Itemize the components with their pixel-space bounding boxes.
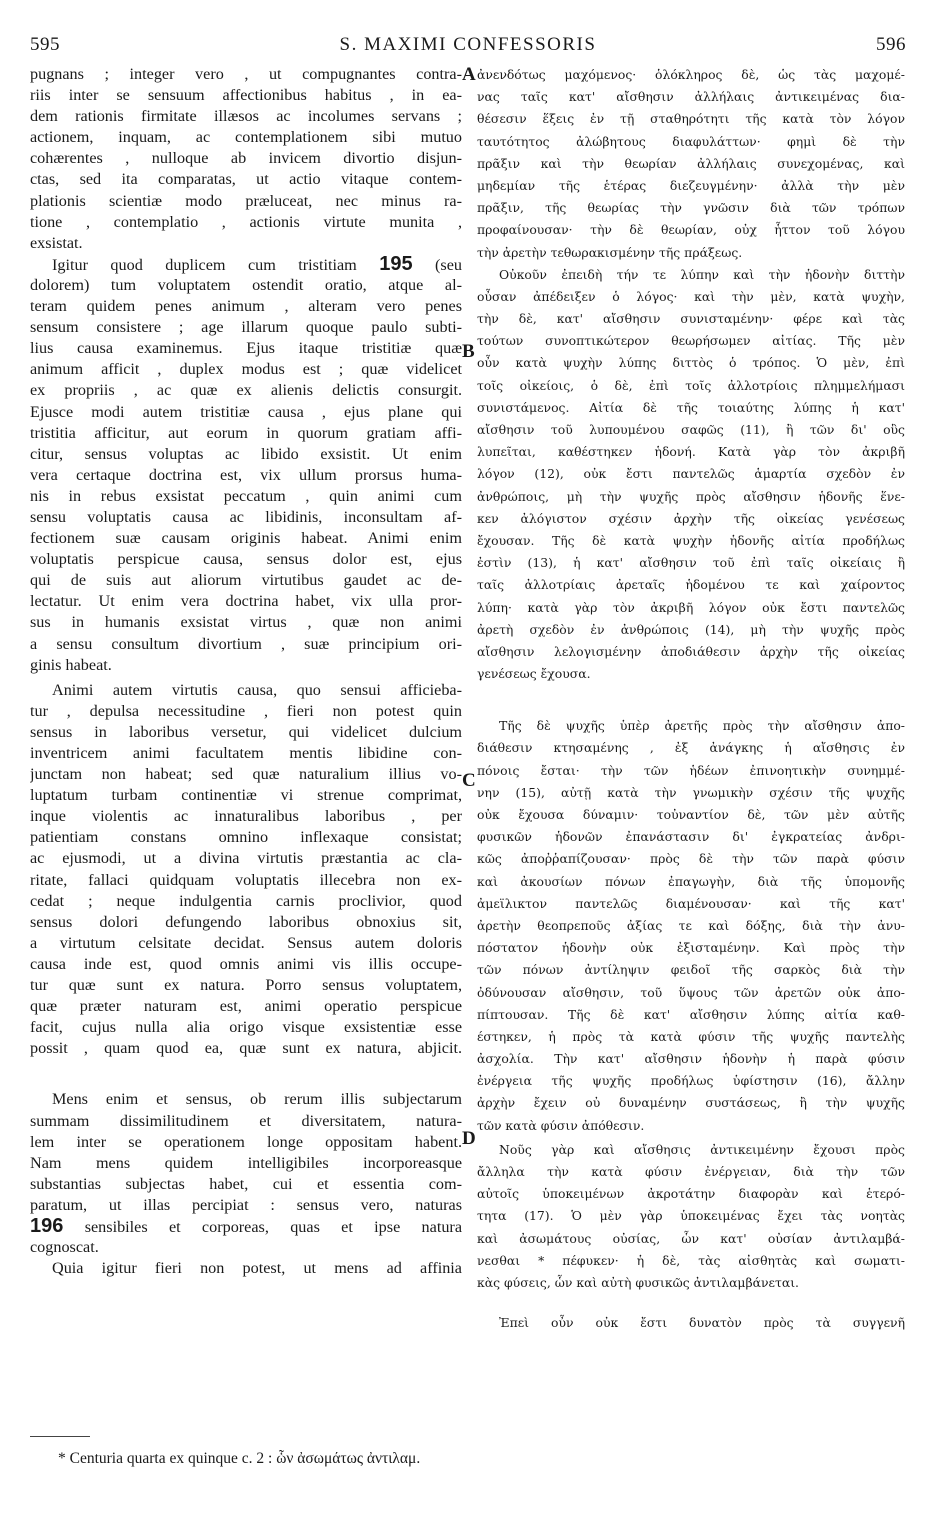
text-line: ctas, sed ita comparatas, ut actio vitaque contem- — [30, 170, 462, 189]
text-line: animum afficit , duplex modus est ; quæ videlicet — [30, 360, 462, 379]
text-line: sensus in laboribus versetur, qui videlicet dulcium — [30, 722, 462, 741]
column-number-196: 196 — [30, 1215, 64, 1237]
text-line: οὐκ ἔχουσα δύναμιν· τοὐναντίον δὲ, τῶν μὲν αὐτῆς — [477, 807, 905, 822]
text-line: citur, sensus voluptas ac libido exsistit. Ut enim — [30, 444, 462, 463]
text-line: τὴν δὲ, κατ' αἴσθησιν συνισταμένην· φέρε καὶ τὰς — [477, 311, 905, 327]
text-line: sensu voluptatis causa ac libidinis, inconsultam af- — [30, 507, 462, 526]
latin-paragraph-2 — [30, 254, 462, 676]
text-line: sus in humanis exsistat virtus , quæ non animi — [30, 613, 462, 632]
text-line: λόγον (12), οὐκ ἔστι παντελῶς ἁμαρτία σχεδὸν ἐν — [477, 466, 905, 482]
text-line: tristitia afficitur, aut eorum in quorum gratiam affi- — [30, 423, 462, 442]
text-line: junctam non habeat; sed quæ naturalium illius vo- — [30, 765, 462, 784]
text-line: dem rationis firmitate illæsos ac incolumes servans ; — [30, 107, 462, 126]
text-line: ἀρετὴν θεοπρεποῦς ἀξίας τε καὶ δόξης, διὰ τὴν ἀνυ- — [477, 917, 905, 933]
text-line: τῶν πόνων ἀντίληψιν φειδοῖ τῆς σαρκὸς διὰ τὴν — [477, 962, 905, 978]
running-title: S. MAXIMI CONFESSORIS — [339, 34, 597, 55]
text-line: tur , depulsa necessitudine , fieri non potest quin — [30, 701, 462, 720]
text-fragment: (seu — [435, 255, 462, 274]
text-line: patientiam constans omnino inflexaque consistat; — [30, 828, 462, 847]
latin-column — [30, 64, 462, 1444]
text-line: ἀνενδότως μαχόμενος· ὁλόκληρος δὲ, ὡς τὰς μαχομέ- — [477, 67, 905, 82]
text-line: ἄλληλα τὴν κατὰ φύσιν ἐνέργειαν, διὰ τὴν τῶν — [477, 1164, 905, 1179]
text-line: μηδεμίαν τῆς ἑτέρας διεζευγμένην· ἀλλὰ τὴν μὲν — [477, 177, 905, 193]
text-line: Νοῦς γὰρ καὶ αἴσθησις ἀντικειμένην ἔχουσι πρὸς — [499, 1141, 905, 1157]
text-line — [30, 1216, 462, 1237]
greek-paragraph-4 — [477, 1139, 905, 1294]
text-line: causa inde est, quod omnis animi vis illis occupe- — [30, 954, 462, 973]
text-line: Τῆς δὲ ψυχῆς ὑπὲρ ἀρετῆς πρὸς τὴν αἴσθησιν ἀπο- — [499, 718, 905, 734]
text-line: cognoscat. — [30, 1238, 99, 1257]
page-number-left: 595 — [30, 34, 60, 55]
text-line: tione , contemplatio , actionis virtute munita , — [30, 212, 462, 231]
text-line: luptatum turbam continentiæ vi strenue comprimat, — [30, 786, 462, 805]
text-line: κὰς φύσεις, ὧν καὶ αὐτὴ φυσικῶς ἀντιλαμβάνεται. — [477, 1274, 799, 1290]
text-line: νεσθαι * πέφυκεν· ἡ δὲ, τὰς αἰσθητὰς καὶ σωματι- — [477, 1252, 905, 1268]
text-line: cohærentes , nulloque ab invicem divortio disjun- — [30, 149, 462, 168]
text-line: possit , quam quod ea, quæ sunt ex natura, abjicit. — [30, 1039, 462, 1058]
greek-paragraph-3 — [477, 715, 905, 1137]
text-line: διάθεσιν κτησαμένης , ἐξ ἀνάγκης ἡ αἴσθησις ἐν — [477, 740, 905, 756]
text-line: sensus dolori defungendo laboribus obnoxius sit, — [30, 912, 462, 931]
text-line: καὶ ἀκουσίων πόνων ἐπαγωγὴν, διὰ τῆς ὑπομονῆς — [477, 873, 905, 889]
text-line: πίπτουσαν. Τῆς δὲ κατ' αἴσθησιν λύπης αἰτία καθ- — [477, 1006, 905, 1022]
text-line: lem inter se operationem longe oppositam habent. — [30, 1132, 462, 1151]
latin-paragraph-5 — [30, 1258, 462, 1279]
text-line: ταυτότητος ἀλώβητους διαφυλάττων· φημὶ δὲ τὴν — [477, 133, 905, 149]
margin-marker-b: B — [462, 341, 475, 362]
latin-paragraph-4 — [30, 1089, 462, 1258]
text-line: γενέσεως ἔχουσα. — [477, 666, 591, 682]
text-line: τῶν κατὰ φύσιν ἀπόθεσιν. — [477, 1117, 645, 1133]
text-line: τητα (17). Ὁ μὲν γὰρ ὑποκειμένας ἔχει τὰς νοητὰς — [477, 1208, 905, 1224]
margin-marker-d: D — [462, 1128, 476, 1149]
text-line: a sensu consultum divortium , suæ principium ori- — [30, 634, 462, 653]
text-line: ἀρετὴ σχεδὸν ἐν ἀνθρώποις (14), μὴ τὴν ψυχῆς πρὸς — [477, 621, 905, 637]
paragraph-gap — [477, 685, 905, 715]
text-line: πόστατον ἡδονὴν οὐκ ἐξισταμένην. Καὶ πρὸς τὴν — [477, 940, 905, 956]
greek-paragraph-5 — [477, 1312, 905, 1334]
text-line: vera certaque doctrina est, vix ullum prorsus huma- — [30, 465, 462, 484]
text-line: ὀδύνουσαν αἴσθησιν, τοῦ ὕψους τῶν ἀρετῶν οὐκ ἀπο- — [477, 984, 905, 1000]
text-line: lius causa examinemus. Ejus itaque tristitiæ quæ — [30, 339, 462, 358]
text-line: ἔχουσαν. Τῆς δὲ κατὰ ψυχὴν ἡδονῆς αἰτία προδήλως — [477, 532, 905, 548]
text-line: qui de suis aut aliorum virtutibus gaudet ac de- — [30, 571, 462, 590]
text-line: teram quidem penes animum , alteram vero penes — [30, 297, 462, 316]
text-line: dolorem) tum voluptatem ostendit oratio, atque al- — [30, 275, 462, 294]
text-line: πρᾶξιν, τῆς θεωρίας τὴν γνῶσιν διὰ τῶν τρόπων — [477, 200, 905, 216]
latin-paragraph-1 — [30, 64, 462, 254]
text-line: Quia igitur fieri non potest, ut mens ad affinia — [52, 1259, 462, 1278]
text-line: Animi autem virtutis causa, quo sensui afficieba- — [52, 680, 462, 699]
text-line: συνιστάμενος. Αἰτία δὲ τῆς τοιαύτης λύπης ἡ κατ' — [477, 399, 905, 415]
text-line: ἀσχολία. Τὴν κατ' αἴσθησιν ἡδονὴν ἡ παρὰ φύσιν — [477, 1051, 905, 1067]
text-line: Ἐπεὶ οὖν οὐκ ἔστι δυνατὸν πρὸς τὰ συγγενῆ — [499, 1315, 905, 1331]
text-line: πόνοις ἔσται· τὴν τῶν ἡδέων ἐπινοητικὴν συνημμέ- — [477, 762, 905, 778]
text-line: νην (15), αὐτῇ κατὰ τὴν γνωμικὴν σχέσιν τῆς ψυχῆς — [477, 784, 905, 800]
text-line: substantias subjectas habet, cui et essentia com- — [30, 1174, 462, 1193]
text-line: tur quæ sunt ex natura. Porro sensus voluptatem, — [30, 976, 462, 995]
text-line: plationis scientiæ modo præluceat, nec minus ra- — [30, 191, 462, 210]
text-line: Nam mens quidem intelligibiles incorporeasque — [30, 1153, 462, 1172]
margin-marker-c: C — [462, 770, 476, 791]
text-line: τοῖς οἰκείοις, ὁ δὲ, ἐπὶ τοῖς ἀλλοτρίοις πλημμελήμασι — [477, 377, 905, 393]
text-line: inque violentis ac innaturalibus laboribus , per — [30, 807, 462, 826]
text-line: αἴσθησιν λελογισμένην ἀποδιάθεσιν ἀρχὴν τῆς οἰκείας — [477, 643, 905, 659]
text-line: sensum consistere ; age illarum quoque paulo subti- — [30, 318, 462, 337]
paragraph-gap — [477, 1294, 905, 1312]
text-line: οὖσαν ἀπέδειξεν ὁ λόγος· καὶ τὴν μὲν, κατὰ ψυχὴν, — [477, 288, 905, 304]
text-line: φυσικῶν ἡδονῶν ἐπανάστασιν δι' ἐγκρατείας ἀνδρι- — [477, 829, 905, 845]
text-line: έστηκεν, ἡ πρὸς τὰ κατὰ φύσιν τῆς ψυχῆς παντελὴς — [477, 1028, 905, 1044]
text-line: facit, cujus nulla alia origo visque exsistentiæ esse — [30, 1018, 462, 1037]
margin-marker-a: A — [462, 64, 476, 85]
text-line: cedat ; neque indulgentia carnis proclivior, quod — [30, 891, 462, 910]
text-line: τὴν ἀρετὴν τεθωρακισμένην τῆς πράξεως. — [477, 244, 743, 260]
greek-paragraph-2 — [477, 264, 905, 686]
text-line: actionem, inquam, ac contemplationem sibi mutuo — [30, 128, 462, 147]
page-number-right: 596 — [876, 34, 906, 55]
text-line: inventricem animi facultatem mentis libidine con- — [30, 744, 462, 762]
text-line: riis inter se sensuum affectionibus habitus , in ea- — [30, 86, 462, 105]
paragraph-gap — [30, 1059, 462, 1089]
text-line: ἀνθρώποις, μὴ τὴν ψυχῆς πρὸς αἴσθησιν ἡδονῆς ἕνε- — [477, 488, 905, 504]
text-line: Mens enim et sensus, ob rerum illis subjectarum — [52, 1090, 462, 1109]
greek-paragraph-1 — [477, 64, 905, 264]
text-line: ἐστὶν (13), ἡ κατ' αἴσθησιν τοῦ ἐπὶ ταῖς οἰκείαις ἢ — [477, 555, 905, 571]
page-header — [30, 34, 906, 60]
text-line: ginis habeat. — [30, 655, 112, 674]
text-line: αἴσθησιν τοῦ λυπουμένου σαφῶς (11), ἢ τῶν δι' οὓς — [477, 422, 905, 437]
text-line: lectatur. Ut enim vera doctrina habet, vix ulla pror- — [30, 592, 462, 611]
column-number-195: 195 — [379, 253, 413, 275]
text-line: λύπη· κατὰ γὰρ τὸν ἀκριβῆ λόγον οὐκ ἔστι παντελῶς — [477, 599, 905, 615]
text-line: voluptatis perspicue causa, sensus dolor est, ejus — [30, 550, 462, 569]
text-line: νας ταῖς κατ' αἴσθησιν ἀλλήλαις ἀντικειμένας δια- — [477, 89, 905, 105]
footnote: * Centuria quarta ex quinque c. 2 : ὧν ἀσωμάτως ἀντιλαμ. — [58, 1450, 421, 1467]
text-fragment: Igitur quod duplicem cum tristitiam — [52, 255, 357, 274]
text-line: ex propriis , ac quæ ex alienis delictis consurgit. — [30, 381, 462, 400]
text-line: αὐτοῖς ὑποκειμένων ἀκροτάτην διαφορὰν καὶ ἑτερό- — [477, 1186, 905, 1202]
text-line: ἀρχὴν ἔχειν οὐ δυναμένην συστάσεως, ἢ τὴν ψυχῆς — [477, 1095, 905, 1111]
text-line — [30, 254, 462, 275]
text-line: a virtutum celsitate decidat. Sensus autem doloris — [30, 933, 462, 952]
latin-paragraph-3 — [30, 680, 462, 1060]
text-line: ἐνέργεια τῆς ψυχῆς προδήλως ὑφίστησιν (16), ἄλλην — [477, 1073, 905, 1089]
text-line: Οὐκοῦν ἐπειδὴ τήν τε λύπην καὶ τὴν ἡδονὴν διττὴν — [499, 266, 905, 282]
text-line: κεν ἀλόγιστον σχέσιν ἀρχὴν τῆς οἰκείας γενέσεως — [477, 510, 905, 526]
text-line: προφαίνουσαν· τὴν δὲ θεωρίαν, οὐχ ἧττον τοῦ λόγου — [477, 222, 905, 238]
text-line: summam dissimilitudinem et diversitatem, natura- — [30, 1111, 462, 1130]
text-fragment: sensibiles et corporeas, quas et ipse natura — [84, 1217, 462, 1236]
text-line: καὶ ἀσωμάτους οὐσίας, ὧν κατ' οὐσίαν ἀντιλαμβά- — [477, 1230, 905, 1246]
text-line: ταῖς ἀλλοτρίαις ἀρεταῖς ἡδομένου τε καὶ χαίροντος — [477, 577, 905, 593]
text-line: exsistat. — [30, 233, 83, 252]
text-line: quæ præter naturam est, animi operatio perspicue — [30, 997, 462, 1016]
greek-column — [477, 64, 905, 1444]
text-line: ac ejusmodi, ut a divina virtutis præstantia ac cla- — [30, 849, 462, 868]
text-line: pugnans ; integer vero , ut compugnantes contra- — [30, 65, 462, 83]
text-line: paratum, ut illas percipiat : sensus vero, naturas — [30, 1195, 462, 1214]
footnote-rule — [30, 1436, 90, 1437]
text-line: οὖν κατὰ ψυχὴν λύπης διττὸς ὁ τρόπος. Ὁ μὲν, ἐπὶ — [477, 355, 905, 371]
text-line: ἀμεϊλικτον παντελῶς διαμένουσαν· καὶ τῆς κατ' — [477, 895, 905, 911]
text-line: fectionem suæ causam originis habeat. Animi enim — [30, 529, 462, 548]
text-line: nis in rebus exsistat peccatum , quin animi cum — [30, 486, 462, 505]
text-line: θέσεσιν ἕξεις ἐν τῇ σταθηρότητι τῆς κατὰ τὸν λόγον — [477, 111, 905, 127]
text-line: ritate, fallaci quidquam voluptatis illecebra non ex- — [30, 870, 462, 889]
text-line: λυπεῖται, καθέστηκεν ἡδονή. Κατὰ γὰρ τὸν ἀκριβῆ — [477, 444, 905, 460]
text-line: πρᾶξιν καὶ τὴν θεωρίαν ἀλλήλαις συνεχομένας, καὶ — [477, 155, 905, 171]
text-line: Ejusce modi autem tristitiæ causa , ejus plane qui — [30, 402, 462, 421]
text-line: κῶς ἀποῤῥαπίζουσαν· πρὸς δὲ τὴν τῶν παρὰ φύσιν — [477, 851, 905, 867]
text-line: τούτων συνοπτικώτερον θεωρήσωμεν αἰτίας. Τῆς μὲν — [477, 333, 905, 349]
